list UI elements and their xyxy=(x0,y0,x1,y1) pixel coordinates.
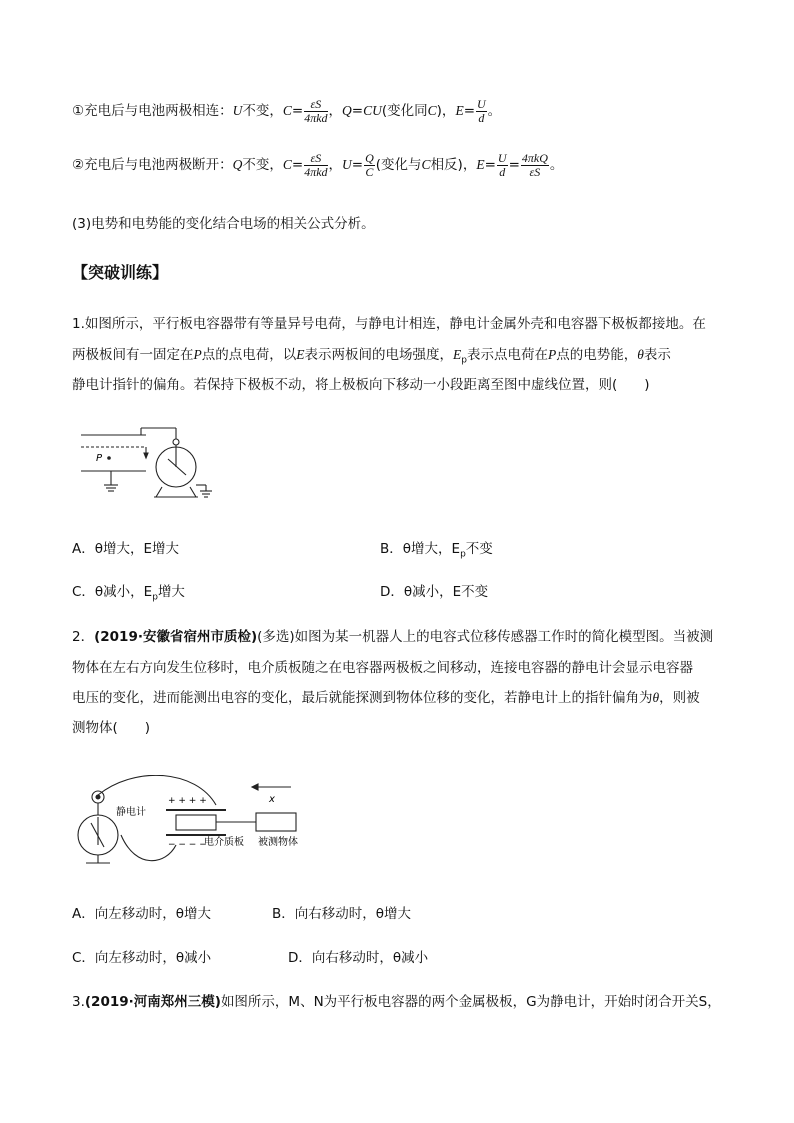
q1-line-1: 1.如图所示，平行板电容器带有等量异号电荷，与静电计相连，静电计金属外壳和电容器下极板都接地。在 xyxy=(72,316,706,332)
fraction: $\frac{U}{d}$ xyxy=(477,97,486,125)
point-charge xyxy=(107,456,111,460)
formula-line-2: ②充电后与电池两极断开：Q不变，C= $\frac{\varepsilon S}{\text{4πkd}}$ ，U= $\frac{Q}{C}$ (变化与C相反)，E= $\frac{U}{d}$ = $\frac{\text{4πkQ}}{\varepsilon S}$ 。 xyxy=(72,151,564,179)
displacement-x-label: x xyxy=(269,794,275,805)
q2-option-d[interactable]: D．向右移动时，θ减小 xyxy=(288,950,429,966)
electrometer-label: 静电计 xyxy=(116,807,146,818)
minus-charges: − − − − xyxy=(168,840,207,850)
q1-option-c[interactable]: C．θ减小，$E_p$增大 xyxy=(72,584,185,603)
q2-option-a[interactable]: A．向左移动时，θ增大 xyxy=(72,906,211,922)
q2-figure-displacement-sensor xyxy=(76,775,316,875)
object-label: 被测物体 xyxy=(258,837,298,848)
dielectric-plate xyxy=(176,815,216,830)
q1-option-b[interactable]: B．θ增大，$E_p$不变 xyxy=(380,541,493,560)
fraction: $\frac{\varepsilon S}{\text{4πkd}}$ xyxy=(304,97,328,125)
dielectric-label: 电介质板 xyxy=(204,837,244,848)
plus-charges: + + + + xyxy=(168,796,207,806)
q2-option-c[interactable]: C．向左移动时，θ减小 xyxy=(72,950,212,966)
point-p-label: P xyxy=(96,453,103,464)
q1-line-3: 静电计指针的偏角。若保持下极板不动，将上极板向下移动一小段距离至图中虚线位置，则( ) xyxy=(72,377,650,393)
q3-line-1: 3.(2019·河南郑州三模)如图所示，M、N为平行板电容器的两个金属极板，G为静电计，开始时闭合开关S， xyxy=(72,994,721,1010)
fraction: $\frac{Q}{C}$ xyxy=(365,151,374,179)
fraction: $\frac{\varepsilon S}{\text{4πkd}}$ xyxy=(304,151,328,179)
q1-line-2: 两极板间有一固定在P点的点电荷，以E表示两板间的电场强度，$E_p$表示点电荷在P点的电势能，θ表示 xyxy=(72,347,671,366)
fraction: $\frac{U}{d}$ xyxy=(497,151,507,179)
q2-line-1: 2．(2019·安徽省宿州市质检)(多选)如图为某一机器人上的电容式位移传感器工作时的简化模型图。当被测 xyxy=(72,629,714,645)
q2-line-2: 物体在左右方向发生位移时，电介质板随之在电容器两极板之间移动，连接电容器的静电计会显示电容器 xyxy=(72,660,693,676)
q1-figure-capacitor-electrometer xyxy=(76,425,226,505)
q2-line-3: 电压的变化，进而能测出电容的变化，最后就能探测到物体位移的变化，若静电计上的指针偏角为θ，则被 xyxy=(72,690,700,706)
formula-line-1: ①充电后与电池两极相连：U不变，C= $\frac{\varepsilon S}{\text{4πkd}}$ ，Q=CU(变化同C)，E= $\frac{U}{d}$ 。 xyxy=(72,97,502,125)
fraction: $\frac{\text{4πkQ}}{\varepsilon S}$ xyxy=(521,151,548,179)
electrometer-needle xyxy=(168,459,186,475)
q1-option-a[interactable]: A．θ增大，E增大 xyxy=(72,541,180,557)
text-line-3: (3)电势和电势能的变化结合电场的相关公式分析。 xyxy=(72,216,375,232)
measured-object-box xyxy=(256,813,296,831)
q2-option-b[interactable]: B．向右移动时，θ增大 xyxy=(272,906,412,922)
q1-option-d[interactable]: D．θ减小，E不变 xyxy=(380,584,489,600)
q2-line-4: 测物体( ) xyxy=(72,720,151,736)
electrometer-knob xyxy=(173,439,179,445)
section-heading: 【突破训练】 xyxy=(72,263,169,282)
